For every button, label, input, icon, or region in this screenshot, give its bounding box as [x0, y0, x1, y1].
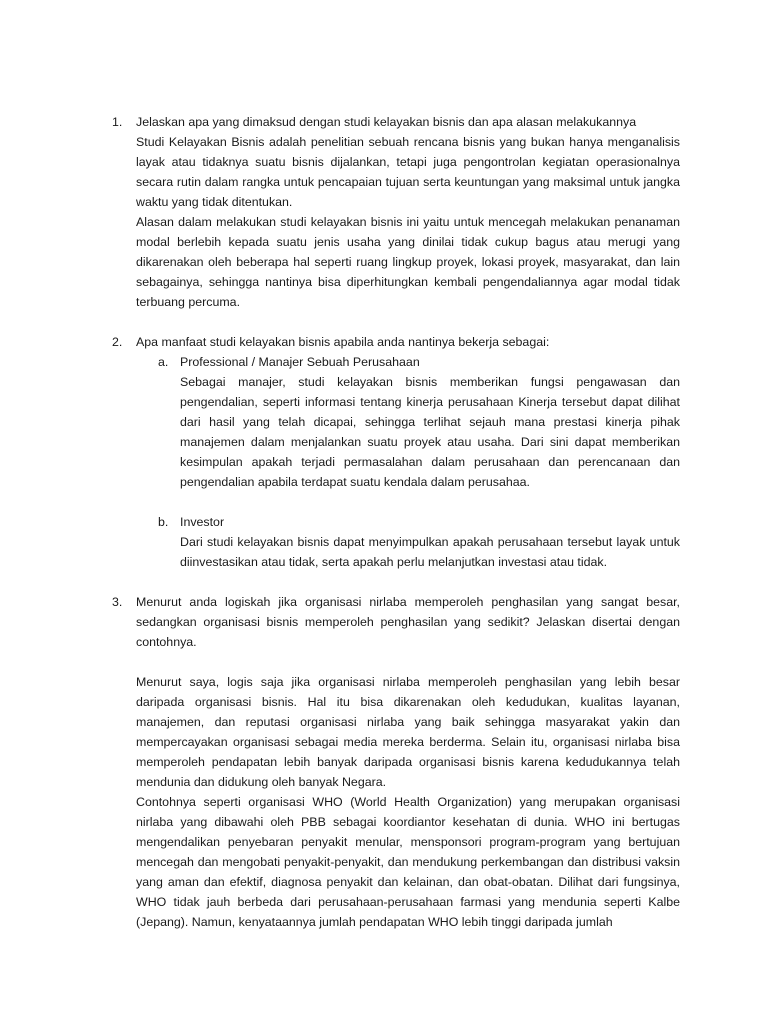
- question-1: [112, 112, 680, 312]
- question-2: [112, 332, 680, 572]
- sub-a-title: Professional / Manajer Sebuah Perusahaan: [180, 355, 420, 369]
- question-1-number: 1.: [112, 115, 123, 129]
- question-3-answer-paragraph-2: Contohnya seperti organisasi WHO (World Health Organization) yang merupakan organisasi nirlaba yang dibawahi oleh PBB sebagai koordiantor kesehatan di dunia. WHO ini bertugas mengendalikan penyebaran penyakit menular, mensponsori program-program yang bertujuan mencegah dan mengobati penyakit-penyakit, dan mendukung perkembangan dan distribusi vaksin yang aman dan efektif, diagnosa penyakit dan kelainan, dan obat-obatan. Dilihat dari fungsinya, WHO tidak jauh berbeda dari perusahaan-perusahaan farmasi yang mendunia seperti Kalbe (Jepang). Namun, kenyataannya jumlah pendapatan WHO lebih tinggi daripada jumlah: [136, 795, 680, 929]
- sub-b-label: b.: [158, 515, 169, 529]
- question-1-answer-paragraph-1: Studi Kelayakan Bisnis adalah penelitian sebuah rencana bisnis yang bukan hanya menganalisis layak atau tidaknya suatu bisnis dijalankan, tetapi juga pengontrolan kegiatan operasionalnya secara rutin dalam rangka untuk pencapaian tujuan serta keuntungan yang maksimal untuk jangka waktu yang tidak ditentukan.: [136, 135, 680, 209]
- sub-a-text: Sebagai manajer, studi kelayakan bisnis memberikan fungsi pengawasan dan pengendalian, seperti informasi tentang kinerja perusahaan Kinerja tersebut dapat dilihat dari hasil yang telah dicapai, sehingga terlihat sejauh mana prestasi kinerja pihak manajemen dalam menjalankan suatu proyek atau usaha. Dari sini dapat memberikan kesimpulan apakah terjadi permasalahan dalam perusahaan dan perencanaan dan pengendalian apabila terdapat suatu kendala dalam perusahaa.: [180, 375, 680, 489]
- question-3-number: 3.: [112, 595, 123, 609]
- question-3-text: Menurut anda logiskah jika organisasi nirlaba memperoleh penghasilan yang sangat besar, sedangkan organisasi bisnis memperoleh penghasilan yang sedikit? Jelaskan disertai dengan contohnya.: [136, 595, 680, 649]
- question-2-number: 2.: [112, 335, 123, 349]
- question-2-sub-b: [158, 512, 680, 572]
- sub-a-label: a.: [158, 355, 169, 369]
- sub-b-text: Dari studi kelayakan bisnis dapat menyimpulkan apakah perusahaan tersebut layak untuk diinvestasikan atau tidak, serta apakah perlu melanjutkan investasi atau tidak.: [180, 535, 680, 569]
- spacer: [112, 652, 680, 672]
- question-3-answer-paragraph-1: Menurut saya, logis saja jika organisasi nirlaba memperoleh penghasilan yang lebih besar daripada organisasi bisnis. Hal itu bisa dikarenakan oleh kedudukan, kualitas layanan, manajemen, dan reputasi organisasi nirlaba yang baik sehingga masyarakat yakin dan mempercayakan organisasi sebagai media mereka berderma. Selain itu, organisasi nirlaba bisa memperoleh pendapatan lebih banyak daripada organisasi bisnis karena kedudukannya telah mendunia dan didukung oleh banyak Negara.: [136, 675, 680, 789]
- question-1-text: Jelaskan apa yang dimaksud dengan studi kelayakan bisnis dan apa alasan melakukannya: [136, 115, 637, 129]
- question-1-answer-paragraph-2: Alasan dalam melakukan studi kelayakan bisnis ini yaitu untuk mencegah melakukan penanaman modal berlebih kepada suatu jenis usaha yang dinilai tidak cukup bagus atau merugi yang dikarenakan oleh beberapa hal seperti ruang lingkup proyek, lokasi proyek, masyarakat, dan lain sebagainya, sehingga nantinya bisa diperhitungkan kembali pengendaliannya agar modal tidak terbuang percuma.: [136, 215, 680, 309]
- spacer: [112, 492, 680, 512]
- sub-b-title: Investor: [180, 515, 225, 529]
- question-3: [112, 592, 680, 932]
- question-2-sub-a: [158, 352, 680, 492]
- question-2-text: Apa manfaat studi kelayakan bisnis apabila anda nantinya bekerja sebagai:: [136, 335, 550, 349]
